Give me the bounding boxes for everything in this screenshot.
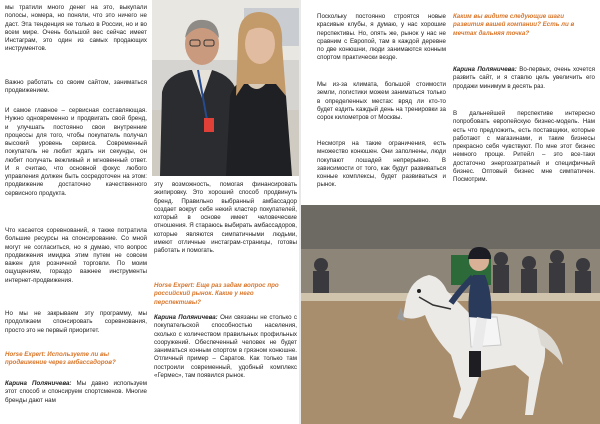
- col2-answer-1-text: Они связаны не столько с покупательской способностью населения, сколько с количеством правильных профильных сооружений. Обеспеченный человек не будет заниматься конным спортом в грязном конюшне. Отличный пример – Саратов. Как только там построили современный, удобный комплекс «Гермес», там появился рынок.: [154, 314, 297, 379]
- col1-paragraph-5: Но мы не закрываем эту программу, мы продолжаем спонсировать соревнования, просто это не первый приоритет.: [5, 310, 147, 334]
- col1-paragraph-4: Что касается соревнований, я также потратила большие ресурсы на спонсирование. Со мной могут не согласиться, но я думаю, что вопрос продвижения имиджа этим путем не совсем важен для розничной торговли. По моим ощущениям, гораздо важнее инструменты интернет-продвижения.: [5, 227, 147, 284]
- col2-question-1: Horse Expert: Еще раз задам вопрос про российский рынок. Какие у него перспективы?: [154, 282, 279, 306]
- col4-paragraph-2: В дальнейшей перспективе интересно попробовать европейскую бизнес-модель. Нам есть что предложить, есть поставщики, которые работают с магазинами, и такие бизнесы прекрасно себя чувствуют. По мне этот бизнес немного проще. Ритейл – это все-таки достаточно энергозатратный и специфичный бизнес. Оптовый бизнес мне симпатичен. Посмотрим.: [453, 110, 595, 183]
- col3-paragraph-1: Поскольку постоянно строятся новые красивые клубы, я думаю, у нас хорошие перспективы. Но, опять же, рынок у нас не сравним с Европой, там в каждой деревне по две конюшни, люди занимаются конным спортом практически везде.: [317, 13, 446, 62]
- photo-rider-white-horse: [301, 205, 600, 424]
- col1-paragraph-1: мы тратили много денег на это, выкупали полосы, номера, но поняли, что это ничего не даст. Эта тенденция не только в России, но и во всем мире. Очень большой вес сейчас имеет Инстаграм, это один из самых продающих инструментов.: [5, 4, 147, 53]
- col4-answer-1: [453, 66, 595, 91]
- col1-answer-1-speaker: Карина Поляничева:: [5, 380, 72, 387]
- col1-answer-1-text: Мы давно используем этот способ и спонсируем спортсменов. Многие бренды дают нам: [5, 380, 147, 404]
- col2-answer-1: [154, 314, 297, 380]
- col1-question-1: Horse Expert: Используете ли вы продвижение через амбассадоров?: [5, 351, 116, 367]
- col3-paragraph-3: Несмотря на такие ограничения, есть множество конюшен. Они заполнены, люди покупают лошадей непрерывно. В зависимости от того, как будут развиваться конные комплексы, будет развиваться и рынок.: [317, 140, 446, 189]
- col1-paragraph-3: И самое главное – сервисная составляющая. Нужно одновременно и продвигать свой бренд, и улучшать постоянно свои внутренние процессы для того, чтобы покупатель получал высокий уровень сервиса. Современный покупатель не любит ждать ни секунды, он любит получать вежливый и мгновенный ответ. И я считаю, что основной фокус любого управления должен быть сосредоточен на этом: продвижение достаточно качественного сервисного продукта.: [5, 107, 147, 197]
- col1-answer-1: [5, 380, 147, 405]
- col4-question-1: Каким вы видите следующие шаги развития вашей компании? Есть ли в мечтах дальняя точка?: [453, 13, 575, 37]
- col1-paragraph-2: Важно работать со своим сайтом, заниматься продвижением.: [5, 79, 147, 95]
- col2-answer-1-speaker: Карина Поляничева:: [154, 314, 218, 321]
- col3-paragraph-2: Мы из-за климата, большой стоимости земли, логистики можем заниматься только в определенных местах: вряд ли кто-то будет ездить каждый день на тренировки за сорок километров от Москвы.: [317, 81, 446, 121]
- col4-answer-1-speaker: Карина Поляничева:: [453, 66, 517, 73]
- col2-paragraph-1: эту возможность, помогая финансировать экипировку. Это хороший способ продвинуть бренд. Правильно выбранный амбассадор создает вокруг себя некий кластер покупателей, который в основе имеет человеческие отношения. Я стараюсь выбирать амбассадоров, которые являются симпатичными людьми, имеют отличные инстаграм-страницы, готовы работать и помогать.: [154, 181, 297, 254]
- col4-answer-1-text: Во-первых, очень хочется развить сайт, и я ставлю цель увеличить его продажи минимум в десять раз.: [453, 66, 595, 90]
- photo-portrait-two-people: [152, 0, 299, 176]
